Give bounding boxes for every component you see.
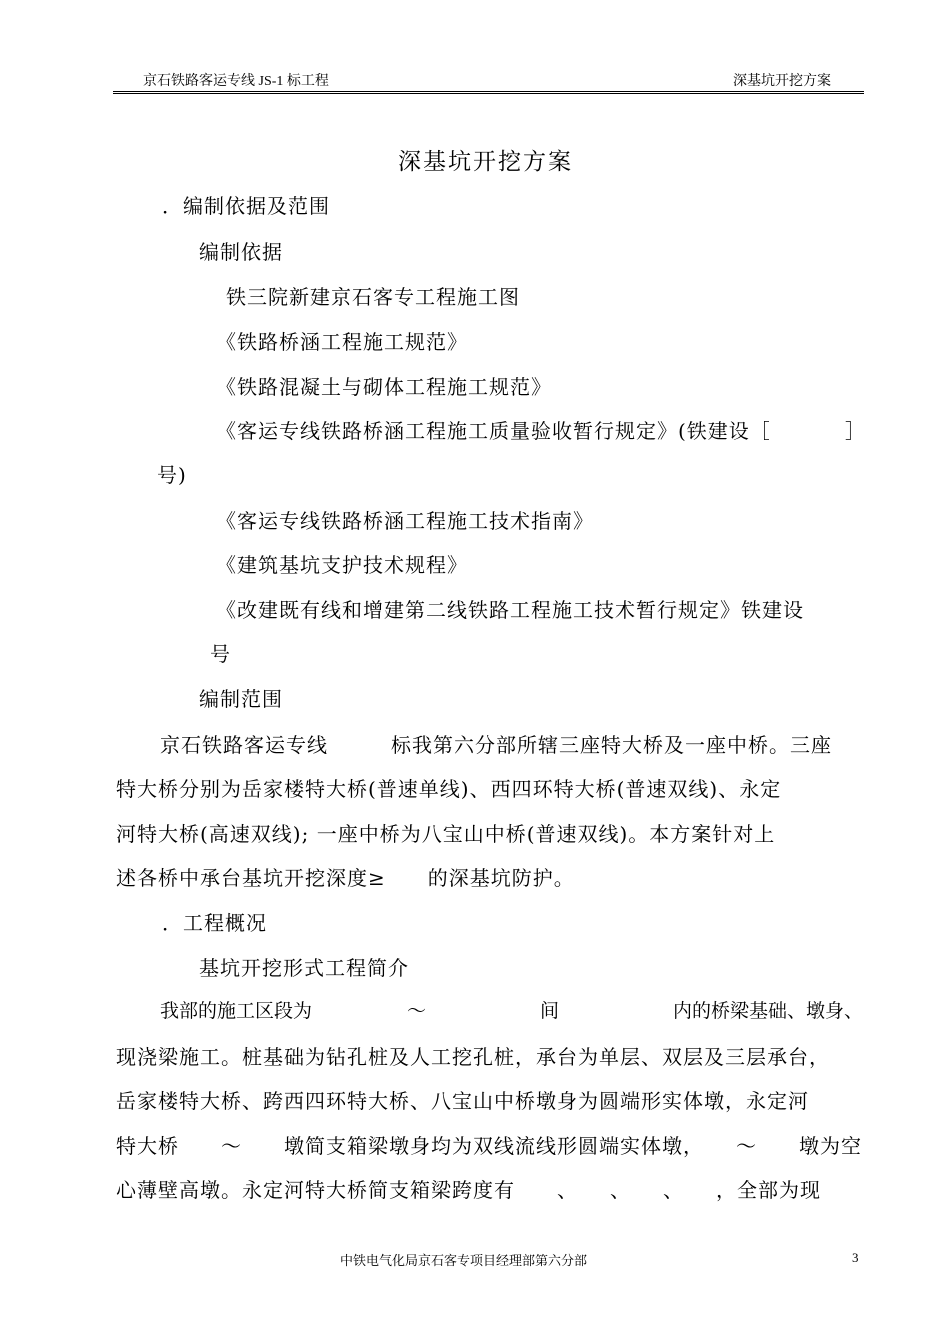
header-right: 深基坑开挖方案 [733,74,831,89]
reference-item-bracket: ］ [845,419,866,443]
header-rule [113,91,864,92]
section-heading: ．工程概况 [162,911,267,935]
reference-item: 《客运专线铁路桥涵工程施工技术指南》 [216,509,594,533]
subsection-heading: 基坑开挖形式工程简介 [199,956,409,980]
reference-item: 《客运专线铁路桥涵工程施工质量验收暂行规定》(铁建设［ [216,419,771,443]
reference-item-continuation: 号) [157,463,187,487]
body-line: 心薄壁高墩。永定河特大桥简支箱梁跨度有 、 、 、 ，全部为现 [116,1178,821,1202]
header-left: 京石铁路客运专线 JS-1 标工程 [143,74,329,89]
subsection-heading: 编制范围 [199,687,283,711]
body-line: 京石铁路客运专线 标我第六分部所辖三座特大桥及一座中桥。三座 [160,733,832,757]
body-line: 我部的施工区段为 ～ 间 内的桥梁基础、墩身、 [160,1000,864,1022]
reference-item: 《建筑基坑支护技术规程》 [216,553,468,577]
reference-item-continuation: 号 [210,642,231,666]
document-title: 深基坑开挖方案 [398,149,573,175]
body-line: 现浇梁施工。桩基础为钻孔桩及人工挖孔桩，承台为单层、双层及三层承台， [116,1045,830,1069]
section-heading: ．编制依据及范围 [162,194,330,218]
body-line: 特大桥 ～ 墩简支箱梁墩身均为双线流线形圆端实体墩， ～ 墩为空 [116,1134,862,1158]
reference-item: 《铁路桥涵工程施工规范》 [216,330,468,354]
body-line: 岳家楼特大桥、跨西四环特大桥、八宝山中桥墩身为圆端形实体墩，永定河 [116,1089,809,1113]
subsection-heading: 编制依据 [199,240,283,264]
reference-item: 铁三院新建京石客专工程施工图 [226,285,520,309]
header-rule-thin [113,93,864,94]
page-number: 3 [852,1250,859,1265]
footer-organization: 中铁电气化局京石客专项目经理部第六分部 [340,1253,588,1268]
reference-item: 《改建既有线和增建第二线铁路工程施工技术暂行规定》铁建设 [216,598,804,622]
reference-item: 《铁路混凝土与砌体工程施工规范》 [216,375,552,399]
body-line: 河特大桥(高速双线); 一座中桥为八宝山中桥(普速双线)。本方案针对上 [116,822,776,846]
body-line: 特大桥分别为岳家楼特大桥(普速单线)、西四环特大桥(普速双线)、永定 [116,777,782,801]
body-line: 述各桥中承台基坑开挖深度≥ 的深基坑防护。 [116,866,575,890]
